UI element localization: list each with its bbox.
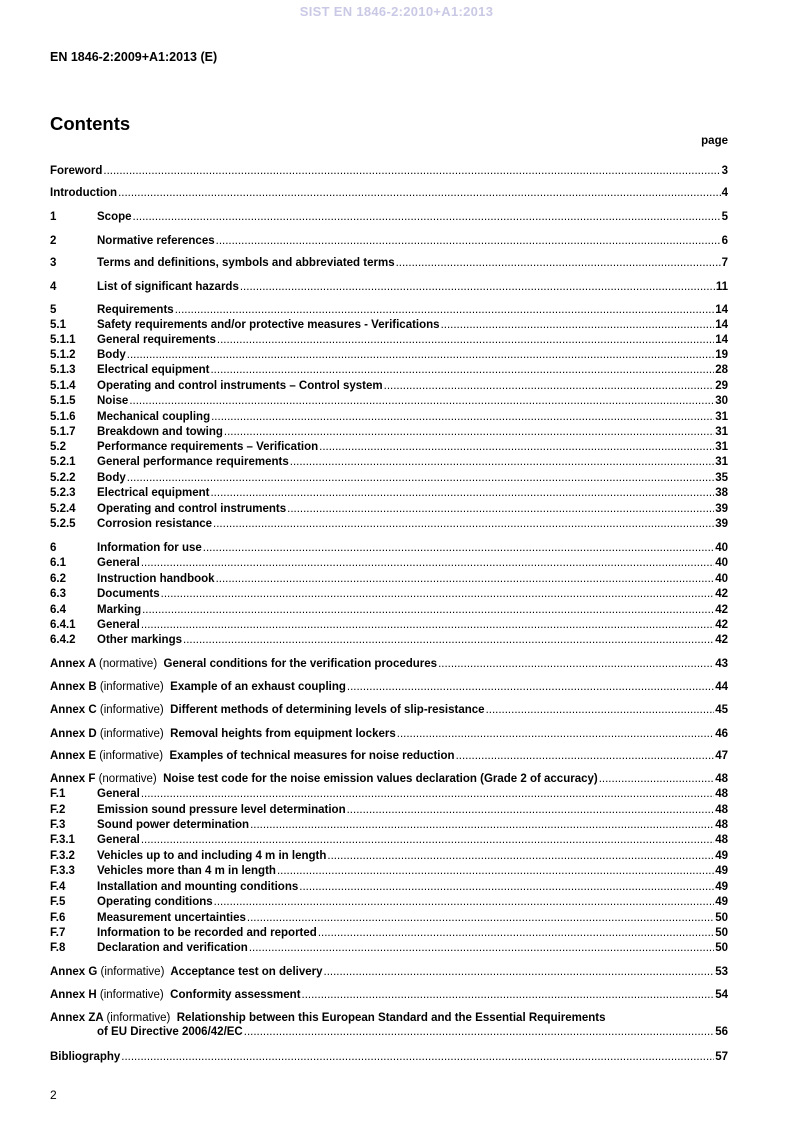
toc-entry[interactable]: [50, 633, 728, 647]
page-number: 49: [715, 896, 728, 908]
section-number: 5.1.3: [50, 364, 76, 376]
dot-leader: [224, 425, 714, 439]
section-number: 6.2: [50, 573, 66, 585]
dot-leader: [599, 772, 714, 786]
annex-id: Annex ZA: [50, 1012, 104, 1024]
page-number: 3: [721, 165, 728, 177]
page-number: 14: [715, 334, 728, 346]
dot-leader: [210, 486, 714, 500]
dot-leader: [456, 749, 715, 763]
section-number: 5.1.6: [50, 411, 76, 423]
dot-leader: [213, 517, 714, 531]
annex-id: Annex E: [50, 750, 97, 762]
section-number: F.7: [50, 927, 66, 939]
dot-leader: [183, 633, 714, 647]
section-number: F.4: [50, 881, 66, 893]
toc-entry[interactable]: [50, 556, 728, 570]
section-number: F.5: [50, 896, 66, 908]
toc-entry[interactable]: [50, 486, 728, 500]
toc-entry[interactable]: [50, 363, 728, 377]
annex-id: Annex A: [50, 658, 96, 670]
toc-entry-label: General performance requirements: [97, 456, 289, 468]
page-number: 49: [715, 881, 728, 893]
toc-entry-label: Body: [97, 472, 126, 484]
toc-entry-label: Sound power determination: [97, 819, 250, 831]
dot-leader: [277, 864, 714, 878]
section-number: 6.4: [50, 604, 66, 616]
annex-title: Noise test code for the noise emission values declaration (Grade 2 of accuracy): [163, 773, 598, 785]
toc-entry-label: Noise: [97, 395, 129, 407]
page-number: 31: [715, 411, 728, 423]
page-number: 11: [715, 281, 728, 293]
page-number: 31: [715, 456, 728, 468]
toc-entry[interactable]: [50, 303, 728, 317]
toc-entry[interactable]: [50, 587, 728, 601]
toc-entry-label: Marking: [97, 604, 142, 616]
toc-entry-label: General: [97, 619, 140, 631]
annex-title: Example of an exhaust coupling: [170, 681, 346, 693]
toc-entry-label: Scope: [97, 211, 132, 223]
dot-leader: [210, 363, 714, 377]
toc-entry[interactable]: [50, 348, 728, 362]
dot-leader: [302, 988, 715, 1002]
dot-leader: [347, 803, 715, 817]
toc-entry[interactable]: [50, 394, 728, 408]
toc-entry[interactable]: [50, 471, 728, 485]
dot-leader: [216, 234, 721, 248]
toc-entry[interactable]: [50, 333, 728, 347]
dot-leader: [441, 318, 715, 332]
page-number: 54: [715, 989, 728, 1001]
dot-leader: [247, 911, 714, 925]
annex-title: Conformity assessment: [170, 989, 301, 1001]
document-id: EN 1846-2:2009+A1:2013 (E): [50, 50, 218, 64]
section-number: 5.1: [50, 319, 66, 331]
toc-entry-label: [50, 703, 485, 717]
section-number: 6.4.1: [50, 619, 76, 631]
toc-entry-label: [50, 965, 323, 979]
toc-entry-label: Electrical equipment: [97, 487, 210, 499]
toc-entry-label: General: [97, 788, 140, 800]
toc-entry[interactable]: [50, 703, 728, 717]
section-number: 5.1.7: [50, 426, 76, 438]
section-number: F.3.1: [50, 834, 75, 846]
toc-entry-label: [50, 749, 455, 763]
section-number: 5.2.2: [50, 472, 76, 484]
page-number: 40: [715, 542, 728, 554]
toc-entry-label: Declaration and verification: [97, 942, 248, 954]
dot-leader: [103, 164, 720, 178]
toc-entry-label: Breakdown and towing: [97, 426, 223, 438]
section-number: F.6: [50, 912, 66, 924]
page-number: 5: [721, 211, 728, 223]
toc-entry[interactable]: [50, 618, 728, 632]
toc-entry[interactable]: [50, 1050, 728, 1064]
section-number: F.2: [50, 804, 66, 816]
toc-entry[interactable]: [50, 502, 728, 516]
toc-entry[interactable]: [50, 727, 728, 741]
dot-leader: [141, 833, 714, 847]
page-number: 40: [715, 557, 728, 569]
toc-entry[interactable]: [50, 988, 728, 1002]
page-number: 28: [715, 364, 728, 376]
page-number: 42: [715, 634, 728, 646]
section-number: F.1: [50, 788, 66, 800]
dot-leader: [217, 333, 714, 347]
toc-entry[interactable]: [50, 864, 728, 878]
page-number: 43: [715, 658, 728, 670]
toc-entry-label: Electrical equipment: [97, 364, 210, 376]
toc-entry-label: Mechanical coupling: [97, 411, 211, 423]
toc-entry[interactable]: [50, 280, 728, 294]
page-column-label: page: [701, 135, 728, 147]
annex-kind: (normative): [99, 658, 158, 670]
page-number: 42: [715, 619, 728, 631]
toc-entry[interactable]: [50, 517, 728, 531]
toc-entry-label: Corrosion resistance: [97, 518, 213, 530]
page-number: 48: [715, 819, 728, 831]
page-number: 7: [721, 257, 728, 269]
annex-id: Annex F: [50, 773, 96, 785]
dot-leader: [203, 541, 714, 555]
page-number: 45: [715, 704, 728, 716]
toc-entry[interactable]: [50, 425, 728, 439]
toc-entry-label: Safety requirements and/or protective measures - Verifications: [97, 319, 440, 331]
page-number: 31: [715, 441, 728, 453]
dot-leader: [327, 849, 714, 863]
page-number: 44: [715, 681, 728, 693]
dot-leader: [250, 818, 714, 832]
toc-entry-label: Other markings: [97, 634, 182, 646]
annex-kind: (informative): [99, 989, 164, 1001]
section-number: 5.1.5: [50, 395, 76, 407]
toc-entry-label: Operating and control instruments – Control system: [97, 380, 383, 392]
annex-kind: (informative): [100, 966, 165, 978]
annex-id: Annex H: [50, 989, 97, 1001]
dot-leader: [214, 895, 715, 909]
annex-kind: (normative): [98, 773, 157, 785]
toc-entry[interactable]: [50, 1011, 728, 1025]
annex-kind: (informative): [99, 704, 164, 716]
toc-entry[interactable]: [50, 541, 728, 555]
toc-entry-label: [50, 988, 301, 1002]
toc-entry-label: Operating conditions: [97, 896, 213, 908]
annex-title: Different methods of determining levels of slip-resistance: [170, 704, 485, 716]
dot-leader: [287, 502, 714, 516]
toc-entry-label: General requirements: [97, 334, 216, 346]
toc-entry[interactable]: [50, 895, 728, 909]
dot-leader: [141, 618, 714, 632]
toc-entry-label: Vehicles up to and including 4 m in length: [97, 850, 327, 862]
page-number: 48: [715, 788, 728, 800]
toc-entry[interactable]: [50, 941, 728, 955]
section-number: 5.1.4: [50, 380, 76, 392]
toc-entry-label: [50, 727, 396, 741]
dot-leader: [211, 410, 714, 424]
toc-entry-label: Requirements: [97, 304, 174, 316]
dot-leader: [141, 787, 714, 801]
toc-entry-label: Information to be recorded and reported: [97, 927, 317, 939]
toc-entry-label: Operating and control instruments: [97, 503, 287, 515]
page-number: 38: [715, 487, 728, 499]
toc-entry-label: Bibliography: [50, 1051, 121, 1063]
toc-entry[interactable]: [50, 186, 728, 200]
annex-id: Annex B: [50, 681, 97, 693]
toc-entry-label: Emission sound pressure level determination: [97, 804, 346, 816]
annex-title: Examples of technical measures for noise reduction: [169, 750, 455, 762]
page-number: 35: [715, 472, 728, 484]
toc-entry-label: Vehicles more than 4 m in length: [97, 865, 276, 877]
dot-leader: [384, 379, 715, 393]
annex-title: Relationship between this European Standard and the Essential Requirements: [176, 1012, 606, 1024]
dot-leader: [319, 440, 714, 454]
page-number: 42: [715, 588, 728, 600]
toc-entry[interactable]: [50, 911, 728, 925]
dot-leader: [299, 880, 714, 894]
toc-entry[interactable]: [50, 455, 728, 469]
page-number: 29: [715, 380, 728, 392]
section-number: 1: [50, 211, 57, 223]
toc-entry-label: Information for use: [97, 542, 202, 554]
toc-entry[interactable]: [50, 164, 728, 178]
page-number: 14: [715, 304, 728, 316]
toc-entry-label: List of significant hazards: [97, 281, 239, 293]
dot-leader: [290, 455, 714, 469]
annex-id: Annex G: [50, 966, 98, 978]
dot-leader: [127, 348, 714, 362]
dot-leader: [161, 587, 715, 601]
page-number: 50: [715, 927, 728, 939]
section-number: F.8: [50, 942, 66, 954]
section-number: 5.1.1: [50, 334, 76, 346]
page-number: 30: [715, 395, 728, 407]
section-number: 5.2.1: [50, 456, 76, 468]
dot-leader: [347, 680, 714, 694]
section-number: F.3.3: [50, 865, 75, 877]
page-number: 46: [715, 728, 728, 740]
toc-entry[interactable]: [50, 818, 728, 832]
toc-entry-label: Terms and definitions, symbols and abbreviated terms: [97, 257, 395, 269]
toc-entry[interactable]: [50, 926, 728, 940]
toc-entry[interactable]: [50, 379, 728, 393]
toc-entry-label-continued: of EU Directive 2006/42/EC: [97, 1026, 243, 1038]
section-number: 6: [50, 542, 57, 554]
page-number: 39: [715, 518, 728, 530]
toc-entry[interactable]: [50, 787, 728, 801]
toc-entry[interactable]: [50, 880, 728, 894]
toc-entry-label: Foreword: [50, 165, 103, 177]
annex-kind: (informative): [99, 750, 164, 762]
page-number: 48: [715, 773, 728, 785]
toc-entry[interactable]: [50, 657, 728, 671]
section-number: 5.2.5: [50, 518, 76, 530]
section-number: 5.2.3: [50, 487, 76, 499]
page-number: 14: [715, 319, 728, 331]
page-number: 40: [715, 573, 728, 585]
watermark: SIST EN 1846-2:2010+A1:2013: [299, 4, 494, 19]
dot-leader: [141, 556, 714, 570]
page-number: 49: [715, 850, 728, 862]
toc-entry-label: [50, 772, 598, 786]
footer-page-number: 2: [50, 1088, 57, 1102]
toc-entry-label: Normative references: [97, 235, 215, 247]
toc-entry-label: [50, 1011, 606, 1025]
toc-entry[interactable]: [50, 410, 728, 424]
annex-id: Annex D: [50, 728, 97, 740]
section-number: 6.1: [50, 557, 66, 569]
toc-entry-label: Installation and mounting conditions: [97, 881, 299, 893]
page-number: 48: [715, 804, 728, 816]
toc-entry-continuation[interactable]: [50, 1025, 728, 1039]
toc-entry-label: [50, 657, 437, 671]
toc-entry[interactable]: [50, 680, 728, 694]
dot-leader: [486, 703, 715, 717]
toc-entry[interactable]: [50, 318, 728, 332]
page-number: 42: [715, 604, 728, 616]
section-number: 2: [50, 235, 57, 247]
toc-entry[interactable]: [50, 965, 728, 979]
toc-entry-label: General: [97, 834, 140, 846]
page-number: 4: [721, 187, 728, 199]
toc-entry-label: Instruction handbook: [97, 573, 215, 585]
page-number: 39: [715, 503, 728, 515]
dot-leader: [249, 941, 714, 955]
annex-kind: (informative): [99, 681, 164, 693]
toc-entry-label: Body: [97, 349, 126, 361]
annex-title: Acceptance test on delivery: [170, 966, 323, 978]
toc-entry-label: General: [97, 557, 140, 569]
dot-leader: [318, 926, 714, 940]
section-number: 5: [50, 304, 57, 316]
page-number: 57: [715, 1051, 728, 1063]
toc-entry[interactable]: [50, 603, 728, 617]
annex-title: General conditions for the verification procedures: [163, 658, 438, 670]
page-number: 48: [715, 834, 728, 846]
page-number: 19: [715, 349, 728, 361]
dot-leader: [142, 603, 714, 617]
page-number: 6: [721, 235, 728, 247]
section-number: 5.2: [50, 441, 66, 453]
dot-leader: [118, 186, 721, 200]
dot-leader: [438, 657, 714, 671]
page-number: 56: [715, 1026, 728, 1038]
dot-leader: [396, 256, 721, 270]
dot-leader: [397, 727, 714, 741]
toc-entry[interactable]: [50, 440, 728, 454]
dot-leader: [324, 965, 715, 979]
toc-entry-label: Introduction: [50, 187, 118, 199]
page-number: 50: [715, 942, 728, 954]
dot-leader: [244, 1025, 714, 1039]
annex-kind: (informative): [99, 728, 164, 740]
section-number: F.3: [50, 819, 66, 831]
dot-leader: [127, 471, 714, 485]
section-number: 5.2.4: [50, 503, 76, 515]
annex-id: Annex C: [50, 704, 97, 716]
section-number: 6.3: [50, 588, 66, 600]
toc-entry[interactable]: [50, 749, 728, 763]
toc-entry[interactable]: [50, 833, 728, 847]
annex-kind: (informative): [106, 1012, 171, 1024]
toc-entry-label: Measurement uncertainties: [97, 912, 246, 924]
dot-leader: [133, 210, 721, 224]
dot-leader: [240, 280, 715, 294]
section-number: 3: [50, 257, 57, 269]
page-number: 49: [715, 865, 728, 877]
toc-entry-label: [50, 680, 346, 694]
dot-leader: [175, 303, 715, 317]
toc-entry[interactable]: [50, 256, 728, 270]
toc-entry[interactable]: [50, 572, 728, 586]
dot-leader: [121, 1050, 714, 1064]
toc-entry-label: Documents: [97, 588, 160, 600]
page-number: 53: [715, 966, 728, 978]
dot-leader: [129, 394, 714, 408]
toc-entry[interactable]: [50, 210, 728, 224]
toc-entry[interactable]: [50, 803, 728, 817]
page-title: Contents: [50, 113, 131, 134]
section-number: 4: [50, 281, 57, 293]
toc-entry[interactable]: [50, 849, 728, 863]
section-number: 5.1.2: [50, 349, 76, 361]
page-number: 31: [715, 426, 728, 438]
dot-leader: [216, 572, 715, 586]
toc-entry[interactable]: [50, 234, 728, 248]
page-number: 50: [715, 912, 728, 924]
annex-title: Removal heights from equipment lockers: [170, 728, 396, 740]
toc-entry[interactable]: [50, 772, 728, 786]
page-number: 47: [715, 750, 728, 762]
section-number: 6.4.2: [50, 634, 76, 646]
section-number: F.3.2: [50, 850, 75, 862]
toc-entry-label: Performance requirements – Verification: [97, 441, 319, 453]
